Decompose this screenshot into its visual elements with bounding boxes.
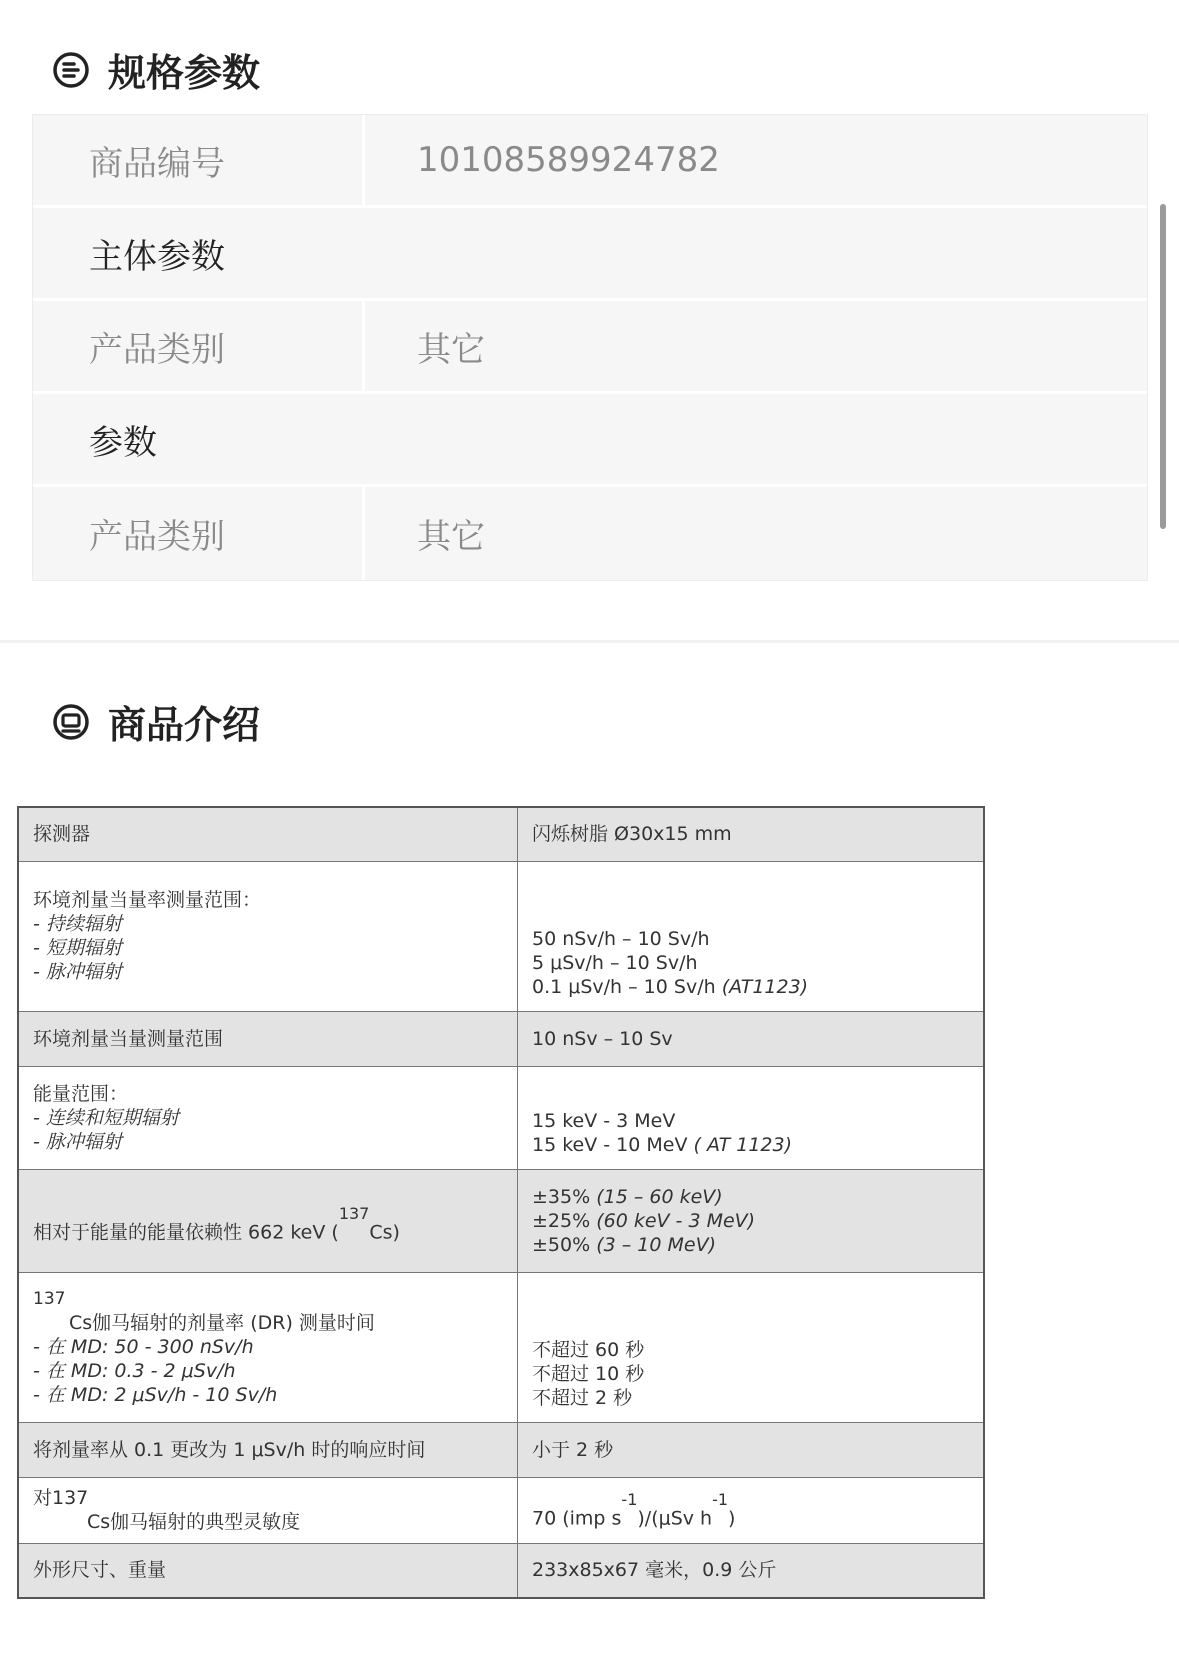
table-row: [18, 1477, 984, 1543]
spec-section-title: [52, 42, 260, 97]
spec-section-icon: [52, 51, 90, 89]
spec-group-label: 主体参数: [89, 236, 225, 277]
table-row: [18, 1011, 984, 1066]
label-text: 对137: [33, 1487, 89, 1509]
label-text: Cs伽马辐射的剂量率 (DR) 测量时间: [69, 1312, 375, 1334]
scrollbar[interactable]: [1160, 204, 1166, 529]
spec-group-main: [33, 208, 1147, 301]
spec-value: 其它: [417, 329, 485, 370]
value-line: 不超过 2 秒: [532, 1386, 633, 1409]
spec-table: [32, 114, 1148, 581]
cell-label: 探测器: [18, 807, 518, 861]
value-note: (3 – 10 MeV): [596, 1233, 716, 1256]
value-text: 15 keV - 10 MeV: [532, 1133, 688, 1156]
isotope-number: 137: [33, 1289, 66, 1309]
spec-title-text: 规格参数: [108, 51, 261, 95]
spec-row-category-2: [33, 487, 1147, 580]
cell-label: [18, 861, 518, 1011]
value-note: ( AT 1123): [693, 1133, 792, 1156]
cell-label: 环境剂量当量测量范围: [18, 1011, 518, 1066]
exponent: -1: [712, 1489, 729, 1509]
spec-key: 产品类别: [33, 487, 365, 580]
value-text: 70 (imp s: [532, 1507, 622, 1530]
table-row: [18, 1422, 984, 1477]
cell-label: 外形尺寸、重量: [18, 1543, 518, 1598]
intro-title-text: 商品介绍: [108, 703, 261, 747]
value-note: (60 keV - 3 MeV): [596, 1209, 756, 1232]
table-row: [18, 807, 984, 861]
value-line: 5 μSv/h – 10 Sv/h: [532, 951, 698, 974]
spec-row-category-1: [33, 301, 1147, 394]
value-text: ±35%: [532, 1185, 591, 1208]
spec-group-label: 参数: [89, 422, 157, 463]
cell-value: [518, 1477, 985, 1543]
value-line: 50 nSv/h – 10 Sv/h: [532, 927, 710, 950]
exponent: -1: [621, 1489, 638, 1509]
cell-value: 10 nSv – 10 Sv: [518, 1011, 985, 1066]
value-text: ±25%: [532, 1209, 591, 1232]
label-sub: - 连续和短期辐射: [33, 1106, 179, 1129]
spec-row-product-id: [33, 115, 1147, 208]
label-text: Cs): [369, 1221, 400, 1244]
value-line: [532, 975, 969, 999]
spec-value: 其它: [417, 517, 485, 557]
cell-value: 闪烁树脂 Ø30x15 mm: [518, 807, 985, 861]
value-text: ±50%: [532, 1233, 591, 1256]
isotope-superscript: 137: [338, 1204, 370, 1224]
label-sub: - 持续辐射: [33, 913, 122, 935]
label-text: 能量范围：: [33, 1082, 129, 1105]
cell-label: [18, 1477, 518, 1543]
cell-value: 233x85x67 毫米，0.9 公斤: [518, 1543, 985, 1598]
label-text: 相对于能量的能量依赖性 662 keV (: [33, 1221, 339, 1244]
value-line: [532, 1185, 969, 1209]
label-sub: - 在 MD: 50 - 300 nSv/h: [33, 1336, 254, 1358]
label-sub: - 脉冲辐射: [33, 961, 122, 983]
label-text: 环境剂量当量率测量范围：: [33, 889, 262, 911]
cell-value: [518, 1169, 985, 1272]
table-row: [18, 1543, 984, 1598]
value-text: )/(μSv h: [637, 1507, 713, 1530]
table-row: [18, 1169, 984, 1272]
value-line: [532, 1133, 969, 1157]
cell-value: [518, 861, 985, 1011]
table-row: [18, 1272, 984, 1422]
value-line: 不超过 60 秒: [532, 1338, 645, 1361]
label-sub: - 脉冲辐射: [33, 1130, 122, 1153]
spec-key: 商品编号: [33, 115, 365, 205]
spec-key: 产品类别: [33, 301, 365, 391]
value-text: ): [728, 1507, 736, 1530]
intro-spec-table: [17, 806, 985, 1599]
cell-value: 小于 2 秒: [518, 1422, 985, 1477]
table-row: [18, 861, 984, 1011]
value-line: [532, 1233, 969, 1257]
value-text: 0.1 μSv/h – 10 Sv/h: [532, 975, 716, 998]
table-row: [18, 1066, 984, 1169]
value-line: [532, 1209, 969, 1233]
section-divider: [0, 640, 1179, 643]
intro-section-icon: [52, 703, 90, 741]
label-sub: - 在 MD: 0.3 - 2 μSv/h: [33, 1360, 236, 1382]
value-note: (15 – 60 keV): [596, 1185, 723, 1208]
cell-value: [518, 1272, 985, 1422]
spec-group-params: [33, 394, 1147, 487]
cell-value: [518, 1066, 985, 1169]
cell-label: 将剂量率从 0.1 更改为 1 μSv/h 时的响应时间: [18, 1422, 518, 1477]
spec-value: 10108589924782: [417, 140, 720, 180]
value-note: (AT1123): [721, 975, 809, 998]
cell-label: [18, 1169, 518, 1272]
value-line: 不超过 10 秒: [532, 1362, 645, 1385]
label-sub: - 在 MD: 2 μSv/h - 10 Sv/h: [33, 1384, 278, 1406]
cell-label: [18, 1066, 518, 1169]
label-sub: - 短期辐射: [33, 937, 122, 959]
value-line: 15 keV - 3 MeV: [532, 1109, 676, 1132]
label-text: Cs伽马辐射的典型灵敏度: [87, 1511, 301, 1533]
cell-label: [18, 1272, 518, 1422]
intro-section-title: [52, 694, 260, 749]
